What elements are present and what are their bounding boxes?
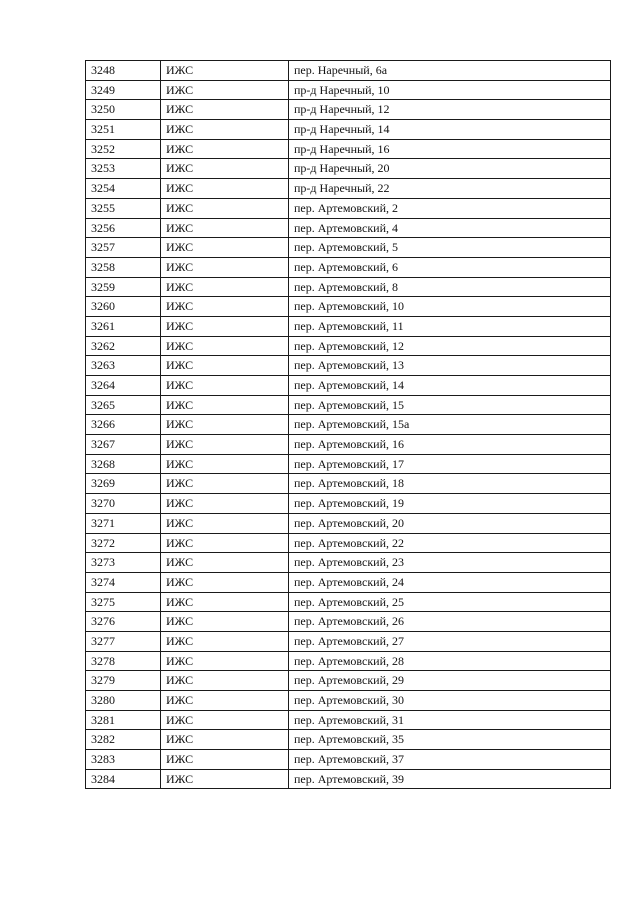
address-cell: пер. Артемовский, 6 <box>289 257 611 277</box>
building-type-cell: ИЖС <box>161 651 289 671</box>
row-number-cell: 3274 <box>86 572 161 592</box>
building-type-cell: ИЖС <box>161 415 289 435</box>
address-cell: пер. Артемовский, 26 <box>289 612 611 632</box>
table-row <box>86 257 611 277</box>
address-cell: пер. Артемовский, 10 <box>289 297 611 317</box>
table-row <box>86 513 611 533</box>
row-number-cell: 3258 <box>86 257 161 277</box>
row-number-cell: 3268 <box>86 454 161 474</box>
table-row <box>86 356 611 376</box>
row-number-cell: 3282 <box>86 730 161 750</box>
building-type-cell: ИЖС <box>161 257 289 277</box>
address-cell: пер. Артемовский, 31 <box>289 710 611 730</box>
table-row <box>86 454 611 474</box>
building-type-cell: ИЖС <box>161 277 289 297</box>
building-type-cell: ИЖС <box>161 218 289 238</box>
building-type-cell: ИЖС <box>161 139 289 159</box>
row-number-cell: 3280 <box>86 691 161 711</box>
table-row <box>86 710 611 730</box>
building-type-cell: ИЖС <box>161 356 289 376</box>
address-cell: пер. Артемовский, 22 <box>289 533 611 553</box>
building-type-cell: ИЖС <box>161 710 289 730</box>
building-type-cell: ИЖС <box>161 533 289 553</box>
row-number-cell: 3269 <box>86 474 161 494</box>
table-row <box>86 277 611 297</box>
table-row <box>86 651 611 671</box>
address-cell: пр-д Наречный, 16 <box>289 139 611 159</box>
table-row <box>86 238 611 258</box>
row-number-cell: 3262 <box>86 336 161 356</box>
address-cell: пер. Артемовский, 11 <box>289 316 611 336</box>
building-type-cell: ИЖС <box>161 730 289 750</box>
address-cell: пр-д Наречный, 12 <box>289 100 611 120</box>
row-number-cell: 3259 <box>86 277 161 297</box>
table-row <box>86 198 611 218</box>
address-cell: пер. Артемовский, 19 <box>289 494 611 514</box>
address-cell: пер. Артемовский, 28 <box>289 651 611 671</box>
row-number-cell: 3266 <box>86 415 161 435</box>
building-type-cell: ИЖС <box>161 631 289 651</box>
building-type-cell: ИЖС <box>161 435 289 455</box>
building-type-cell: ИЖС <box>161 61 289 81</box>
address-cell: пер. Наречный, 6а <box>289 61 611 81</box>
building-type-cell: ИЖС <box>161 494 289 514</box>
row-number-cell: 3261 <box>86 316 161 336</box>
address-cell: пр-д Наречный, 14 <box>289 120 611 140</box>
row-number-cell: 3267 <box>86 435 161 455</box>
row-number-cell: 3256 <box>86 218 161 238</box>
table-row <box>86 474 611 494</box>
row-number-cell: 3252 <box>86 139 161 159</box>
building-type-cell: ИЖС <box>161 159 289 179</box>
building-type-cell: ИЖС <box>161 553 289 573</box>
row-number-cell: 3257 <box>86 238 161 258</box>
address-cell: пер. Артемовский, 17 <box>289 454 611 474</box>
building-type-cell: ИЖС <box>161 691 289 711</box>
building-type-cell: ИЖС <box>161 454 289 474</box>
row-number-cell: 3272 <box>86 533 161 553</box>
address-cell: пер. Артемовский, 15 <box>289 395 611 415</box>
address-cell: пр-д Наречный, 20 <box>289 159 611 179</box>
address-cell: пер. Артемовский, 35 <box>289 730 611 750</box>
address-cell: пер. Артемовский, 30 <box>289 691 611 711</box>
table-row <box>86 769 611 789</box>
table-row <box>86 435 611 455</box>
table-row <box>86 297 611 317</box>
address-cell: пер. Артемовский, 37 <box>289 750 611 770</box>
table-body <box>86 61 611 789</box>
table-row <box>86 336 611 356</box>
address-cell: пер. Артемовский, 29 <box>289 671 611 691</box>
address-cell: пер. Артемовский, 20 <box>289 513 611 533</box>
row-number-cell: 3284 <box>86 769 161 789</box>
address-cell: пер. Артемовский, 14 <box>289 376 611 396</box>
building-type-cell: ИЖС <box>161 572 289 592</box>
row-number-cell: 3273 <box>86 553 161 573</box>
building-type-cell: ИЖС <box>161 513 289 533</box>
address-cell: пер. Артемовский, 4 <box>289 218 611 238</box>
row-number-cell: 3264 <box>86 376 161 396</box>
building-type-cell: ИЖС <box>161 120 289 140</box>
address-cell: пр-д Наречный, 10 <box>289 80 611 100</box>
row-number-cell: 3283 <box>86 750 161 770</box>
building-type-cell: ИЖС <box>161 179 289 199</box>
building-type-cell: ИЖС <box>161 750 289 770</box>
table-row <box>86 671 611 691</box>
building-type-cell: ИЖС <box>161 198 289 218</box>
building-type-cell: ИЖС <box>161 474 289 494</box>
address-cell: пер. Артемовский, 8 <box>289 277 611 297</box>
building-type-cell: ИЖС <box>161 80 289 100</box>
row-number-cell: 3251 <box>86 120 161 140</box>
table-row <box>86 100 611 120</box>
row-number-cell: 3249 <box>86 80 161 100</box>
address-cell: пер. Артемовский, 25 <box>289 592 611 612</box>
table-row <box>86 750 611 770</box>
address-cell: пер. Артемовский, 23 <box>289 553 611 573</box>
row-number-cell: 3250 <box>86 100 161 120</box>
row-number-cell: 3260 <box>86 297 161 317</box>
table-row <box>86 80 611 100</box>
address-registry-table <box>85 60 611 789</box>
table-row <box>86 592 611 612</box>
address-cell: пер. Артемовский, 5 <box>289 238 611 258</box>
table-row <box>86 376 611 396</box>
row-number-cell: 3275 <box>86 592 161 612</box>
building-type-cell: ИЖС <box>161 100 289 120</box>
building-type-cell: ИЖС <box>161 612 289 632</box>
address-cell: пер. Артемовский, 18 <box>289 474 611 494</box>
row-number-cell: 3248 <box>86 61 161 81</box>
row-number-cell: 3276 <box>86 612 161 632</box>
table-row <box>86 553 611 573</box>
row-number-cell: 3278 <box>86 651 161 671</box>
table-row <box>86 533 611 553</box>
table-row <box>86 120 611 140</box>
table-row <box>86 494 611 514</box>
building-type-cell: ИЖС <box>161 395 289 415</box>
table-row <box>86 61 611 81</box>
row-number-cell: 3263 <box>86 356 161 376</box>
building-type-cell: ИЖС <box>161 671 289 691</box>
row-number-cell: 3279 <box>86 671 161 691</box>
building-type-cell: ИЖС <box>161 238 289 258</box>
row-number-cell: 3254 <box>86 179 161 199</box>
table-row <box>86 139 611 159</box>
building-type-cell: ИЖС <box>161 297 289 317</box>
building-type-cell: ИЖС <box>161 376 289 396</box>
row-number-cell: 3255 <box>86 198 161 218</box>
table-row <box>86 179 611 199</box>
table-row <box>86 415 611 435</box>
row-number-cell: 3281 <box>86 710 161 730</box>
table-row <box>86 691 611 711</box>
address-cell: пр-д Наречный, 22 <box>289 179 611 199</box>
address-cell: пер. Артемовский, 16 <box>289 435 611 455</box>
row-number-cell: 3271 <box>86 513 161 533</box>
table-row <box>86 218 611 238</box>
address-cell: пер. Артемовский, 15а <box>289 415 611 435</box>
address-cell: пер. Артемовский, 27 <box>289 631 611 651</box>
address-cell: пер. Артемовский, 24 <box>289 572 611 592</box>
address-cell: пер. Артемовский, 12 <box>289 336 611 356</box>
table-row <box>86 631 611 651</box>
table-row <box>86 316 611 336</box>
building-type-cell: ИЖС <box>161 592 289 612</box>
building-type-cell: ИЖС <box>161 316 289 336</box>
row-number-cell: 3270 <box>86 494 161 514</box>
table-row <box>86 730 611 750</box>
address-cell: пер. Артемовский, 13 <box>289 356 611 376</box>
address-cell: пер. Артемовский, 2 <box>289 198 611 218</box>
table-row <box>86 612 611 632</box>
building-type-cell: ИЖС <box>161 336 289 356</box>
building-type-cell: ИЖС <box>161 769 289 789</box>
table-row <box>86 572 611 592</box>
row-number-cell: 3265 <box>86 395 161 415</box>
address-cell: пер. Артемовский, 39 <box>289 769 611 789</box>
table-row <box>86 159 611 179</box>
row-number-cell: 3277 <box>86 631 161 651</box>
table-row <box>86 395 611 415</box>
row-number-cell: 3253 <box>86 159 161 179</box>
